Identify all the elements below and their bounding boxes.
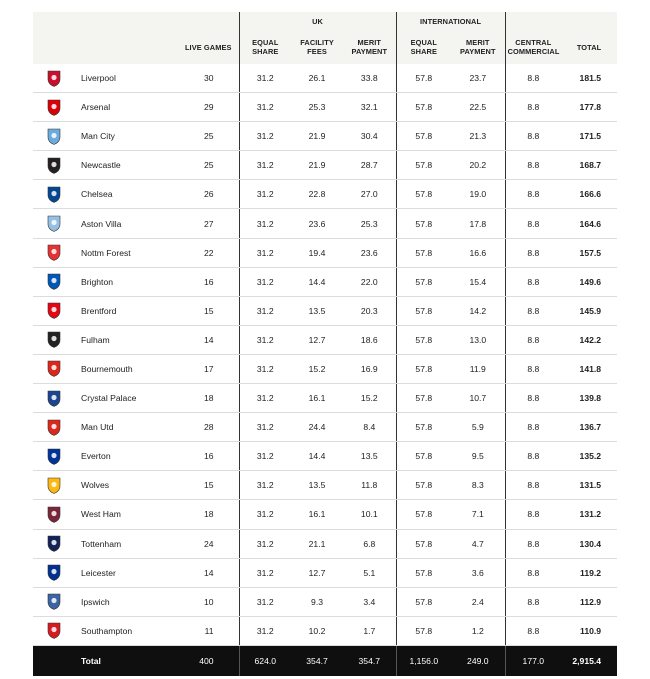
table-row <box>33 471 617 500</box>
uk-facility-fees-value: 21.1 <box>291 529 343 558</box>
intl-merit-payment-value: 17.8 <box>451 209 505 238</box>
table-row <box>33 238 617 267</box>
totals-intl-equal-share: 1,156.0 <box>396 645 451 676</box>
club-name: West Ham <box>75 500 178 529</box>
intl-equal-share-value: 57.8 <box>396 122 451 151</box>
central-commercial-value: 8.8 <box>505 471 561 500</box>
club-name: Crystal Palace <box>75 384 178 413</box>
table-row <box>33 616 617 645</box>
west-ham-crest-icon <box>47 506 61 523</box>
total-value: 112.9 <box>561 587 617 616</box>
intl-equal-share-value: 57.8 <box>396 529 451 558</box>
central-commercial-value: 8.8 <box>505 180 561 209</box>
header-live-games: LIVE GAMES <box>178 30 239 64</box>
total-value: 181.5 <box>561 64 617 93</box>
header-uk-equal-share: EQUAL SHARE <box>239 30 291 64</box>
uk-merit-payment-value: 22.0 <box>343 267 396 296</box>
intl-merit-payment-value: 7.1 <box>451 500 505 529</box>
intl-merit-payment-value: 19.0 <box>451 180 505 209</box>
table-row <box>33 209 617 238</box>
crystal-palace-crest-icon <box>47 390 61 407</box>
intl-merit-payment-value: 1.2 <box>451 616 505 645</box>
intl-equal-share-value: 57.8 <box>396 354 451 383</box>
uk-equal-share-value: 31.2 <box>239 122 291 151</box>
live-games-value: 22 <box>178 238 239 267</box>
everton-crest-icon <box>47 448 61 465</box>
header-uk-merit-payment: MERIT PAYMENT <box>343 30 396 64</box>
uk-facility-fees-value: 13.5 <box>291 296 343 325</box>
tottenham-crest-icon <box>47 535 61 552</box>
uk-merit-payment-value: 18.6 <box>343 325 396 354</box>
uk-facility-fees-value: 16.1 <box>291 384 343 413</box>
aston-villa-crest-icon <box>47 215 61 232</box>
total-value: 164.6 <box>561 209 617 238</box>
live-games-value: 14 <box>178 558 239 587</box>
total-value: 130.4 <box>561 529 617 558</box>
club-badge-cell <box>33 267 75 296</box>
live-games-value: 17 <box>178 354 239 383</box>
total-value: 119.2 <box>561 558 617 587</box>
uk-merit-payment-value: 30.4 <box>343 122 396 151</box>
totals-live-games: 400 <box>178 645 239 676</box>
uk-equal-share-value: 31.2 <box>239 587 291 616</box>
live-games-value: 28 <box>178 413 239 442</box>
central-commercial-value: 8.8 <box>505 500 561 529</box>
club-name: Man Utd <box>75 413 178 442</box>
club-badge-cell <box>33 151 75 180</box>
uk-merit-payment-value: 3.4 <box>343 587 396 616</box>
uk-facility-fees-value: 13.5 <box>291 471 343 500</box>
arsenal-crest-icon <box>47 99 61 116</box>
header-total: TOTAL <box>561 30 617 64</box>
total-value: 131.5 <box>561 471 617 500</box>
liverpool-crest-icon <box>47 70 61 87</box>
totals-central-commercial: 177.0 <box>505 645 561 676</box>
leicester-crest-icon <box>47 564 61 581</box>
totals-uk-facility-fees: 354.7 <box>291 645 343 676</box>
live-games-value: 10 <box>178 587 239 616</box>
intl-equal-share-value: 57.8 <box>396 500 451 529</box>
intl-merit-payment-value: 2.4 <box>451 587 505 616</box>
total-value: 136.7 <box>561 413 617 442</box>
header-intl-equal-share: EQUAL SHARE <box>396 30 451 64</box>
uk-equal-share-value: 31.2 <box>239 471 291 500</box>
total-value: 168.7 <box>561 151 617 180</box>
uk-equal-share-value: 31.2 <box>239 267 291 296</box>
intl-merit-payment-value: 22.5 <box>451 93 505 122</box>
club-name: Southampton <box>75 616 178 645</box>
intl-merit-payment-value: 9.5 <box>451 442 505 471</box>
table-row <box>33 529 617 558</box>
uk-merit-payment-value: 10.1 <box>343 500 396 529</box>
newcastle-crest-icon <box>47 157 61 174</box>
uk-facility-fees-value: 23.6 <box>291 209 343 238</box>
intl-equal-share-value: 57.8 <box>396 616 451 645</box>
uk-merit-payment-value: 6.8 <box>343 529 396 558</box>
uk-facility-fees-value: 19.4 <box>291 238 343 267</box>
live-games-value: 25 <box>178 151 239 180</box>
table-row <box>33 64 617 93</box>
central-commercial-value: 8.8 <box>505 587 561 616</box>
club-badge-cell <box>33 296 75 325</box>
central-commercial-value: 8.8 <box>505 442 561 471</box>
live-games-value: 18 <box>178 384 239 413</box>
table-row <box>33 325 617 354</box>
total-value: 141.8 <box>561 354 617 383</box>
club-badge-cell <box>33 558 75 587</box>
table-row <box>33 500 617 529</box>
uk-equal-share-value: 31.2 <box>239 558 291 587</box>
uk-equal-share-value: 31.2 <box>239 384 291 413</box>
total-value: 171.5 <box>561 122 617 151</box>
club-name: Chelsea <box>75 180 178 209</box>
club-name: Brentford <box>75 296 178 325</box>
table-row <box>33 384 617 413</box>
header-club <box>75 30 178 64</box>
uk-merit-payment-value: 13.5 <box>343 442 396 471</box>
totals-badge-cell <box>33 645 75 676</box>
uk-merit-payment-value: 5.1 <box>343 558 396 587</box>
central-commercial-value: 8.8 <box>505 558 561 587</box>
brighton-crest-icon <box>47 273 61 290</box>
payments-table-container <box>33 12 617 676</box>
live-games-value: 15 <box>178 471 239 500</box>
total-value: 157.5 <box>561 238 617 267</box>
intl-merit-payment-value: 14.2 <box>451 296 505 325</box>
southampton-crest-icon <box>47 622 61 639</box>
club-badge-cell <box>33 616 75 645</box>
central-commercial-value: 8.8 <box>505 413 561 442</box>
uk-facility-fees-value: 22.8 <box>291 180 343 209</box>
uk-facility-fees-value: 12.7 <box>291 325 343 354</box>
live-games-value: 30 <box>178 64 239 93</box>
nottm-forest-crest-icon <box>47 244 61 261</box>
club-badge-cell <box>33 122 75 151</box>
club-badge-cell <box>33 384 75 413</box>
live-games-value: 27 <box>178 209 239 238</box>
live-games-value: 14 <box>178 325 239 354</box>
total-value: 166.6 <box>561 180 617 209</box>
uk-equal-share-value: 31.2 <box>239 325 291 354</box>
total-value: 131.2 <box>561 500 617 529</box>
central-commercial-value: 8.8 <box>505 151 561 180</box>
live-games-value: 15 <box>178 296 239 325</box>
club-name: Liverpool <box>75 64 178 93</box>
intl-equal-share-value: 57.8 <box>396 151 451 180</box>
uk-facility-fees-value: 21.9 <box>291 122 343 151</box>
uk-merit-payment-value: 28.7 <box>343 151 396 180</box>
total-value: 142.2 <box>561 325 617 354</box>
uk-equal-share-value: 31.2 <box>239 64 291 93</box>
intl-equal-share-value: 57.8 <box>396 64 451 93</box>
header-group-international: INTERNATIONAL <box>396 12 505 30</box>
club-name: Nottm Forest <box>75 238 178 267</box>
table-row <box>33 296 617 325</box>
header-intl-merit-payment: MERIT PAYMENT <box>451 30 505 64</box>
uk-merit-payment-value: 16.9 <box>343 354 396 383</box>
table-header <box>33 12 617 64</box>
uk-facility-fees-value: 14.4 <box>291 267 343 296</box>
total-value: 177.8 <box>561 93 617 122</box>
uk-equal-share-value: 31.2 <box>239 442 291 471</box>
total-value: 135.2 <box>561 442 617 471</box>
club-badge-cell <box>33 529 75 558</box>
totals-uk-equal-share: 624.0 <box>239 645 291 676</box>
table-row <box>33 122 617 151</box>
intl-equal-share-value: 57.8 <box>396 325 451 354</box>
table-row <box>33 267 617 296</box>
live-games-value: 18 <box>178 500 239 529</box>
totals-intl-merit-payment: 249.0 <box>451 645 505 676</box>
club-badge-cell <box>33 180 75 209</box>
bournemouth-crest-icon <box>47 360 61 377</box>
total-value: 139.8 <box>561 384 617 413</box>
club-name: Everton <box>75 442 178 471</box>
total-value: 149.6 <box>561 267 617 296</box>
central-commercial-value: 8.8 <box>505 238 561 267</box>
intl-merit-payment-value: 11.9 <box>451 354 505 383</box>
central-commercial-value: 8.8 <box>505 267 561 296</box>
intl-equal-share-value: 57.8 <box>396 93 451 122</box>
chelsea-crest-icon <box>47 186 61 203</box>
uk-merit-payment-value: 32.1 <box>343 93 396 122</box>
club-badge-cell <box>33 587 75 616</box>
intl-merit-payment-value: 10.7 <box>451 384 505 413</box>
uk-facility-fees-value: 15.2 <box>291 354 343 383</box>
totals-uk-merit-payment: 354.7 <box>343 645 396 676</box>
intl-merit-payment-value: 8.3 <box>451 471 505 500</box>
uk-equal-share-value: 31.2 <box>239 529 291 558</box>
uk-facility-fees-value: 12.7 <box>291 558 343 587</box>
header-central-commercial: CENTRAL COMMERCIAL <box>505 30 561 64</box>
header-group-blank <box>33 12 239 30</box>
central-commercial-value: 8.8 <box>505 529 561 558</box>
table-footer <box>33 645 617 676</box>
table-body <box>33 64 617 645</box>
table-row <box>33 442 617 471</box>
live-games-value: 16 <box>178 267 239 296</box>
premier-league-payments-table <box>33 12 617 676</box>
uk-facility-fees-value: 16.1 <box>291 500 343 529</box>
fulham-crest-icon <box>47 331 61 348</box>
club-name: Ipswich <box>75 587 178 616</box>
table-row <box>33 587 617 616</box>
intl-equal-share-value: 57.8 <box>396 267 451 296</box>
central-commercial-value: 8.8 <box>505 93 561 122</box>
uk-merit-payment-value: 1.7 <box>343 616 396 645</box>
uk-equal-share-value: 31.2 <box>239 296 291 325</box>
club-name: Brighton <box>75 267 178 296</box>
intl-equal-share-value: 57.8 <box>396 296 451 325</box>
total-value: 145.9 <box>561 296 617 325</box>
header-badge <box>33 30 75 64</box>
uk-facility-fees-value: 21.9 <box>291 151 343 180</box>
intl-equal-share-value: 57.8 <box>396 442 451 471</box>
club-name: Leicester <box>75 558 178 587</box>
uk-merit-payment-value: 15.2 <box>343 384 396 413</box>
central-commercial-value: 8.8 <box>505 354 561 383</box>
uk-equal-share-value: 31.2 <box>239 238 291 267</box>
uk-merit-payment-value: 23.6 <box>343 238 396 267</box>
table-row <box>33 93 617 122</box>
live-games-value: 25 <box>178 122 239 151</box>
table-row <box>33 151 617 180</box>
club-badge-cell <box>33 93 75 122</box>
intl-equal-share-value: 57.8 <box>396 413 451 442</box>
uk-facility-fees-value: 24.4 <box>291 413 343 442</box>
intl-equal-share-value: 57.8 <box>396 238 451 267</box>
intl-merit-payment-value: 15.4 <box>451 267 505 296</box>
totals-row <box>33 645 617 676</box>
intl-merit-payment-value: 16.6 <box>451 238 505 267</box>
uk-equal-share-value: 31.2 <box>239 151 291 180</box>
wolves-crest-icon <box>47 477 61 494</box>
intl-merit-payment-value: 13.0 <box>451 325 505 354</box>
uk-facility-fees-value: 9.3 <box>291 587 343 616</box>
club-badge-cell <box>33 64 75 93</box>
club-badge-cell <box>33 442 75 471</box>
central-commercial-value: 8.8 <box>505 64 561 93</box>
table-row <box>33 558 617 587</box>
uk-equal-share-value: 31.2 <box>239 500 291 529</box>
central-commercial-value: 8.8 <box>505 122 561 151</box>
header-uk-facility-fees: FACILITY FEES <box>291 30 343 64</box>
uk-equal-share-value: 31.2 <box>239 180 291 209</box>
intl-merit-payment-value: 4.7 <box>451 529 505 558</box>
table-row <box>33 354 617 383</box>
total-value: 110.9 <box>561 616 617 645</box>
central-commercial-value: 8.8 <box>505 384 561 413</box>
club-badge-cell <box>33 354 75 383</box>
club-name: Wolves <box>75 471 178 500</box>
club-badge-cell <box>33 500 75 529</box>
header-group-uk: UK <box>239 12 396 30</box>
central-commercial-value: 8.8 <box>505 325 561 354</box>
club-name: Bournemouth <box>75 354 178 383</box>
intl-equal-share-value: 57.8 <box>396 209 451 238</box>
intl-merit-payment-value: 21.3 <box>451 122 505 151</box>
totals-total: 2,915.4 <box>561 645 617 676</box>
club-name: Arsenal <box>75 93 178 122</box>
uk-equal-share-value: 31.2 <box>239 93 291 122</box>
header-group-row <box>33 12 617 30</box>
club-badge-cell <box>33 413 75 442</box>
table-row <box>33 180 617 209</box>
live-games-value: 26 <box>178 180 239 209</box>
header-column-row <box>33 30 617 64</box>
intl-equal-share-value: 57.8 <box>396 558 451 587</box>
club-badge-cell <box>33 209 75 238</box>
uk-facility-fees-value: 25.3 <box>291 93 343 122</box>
live-games-value: 16 <box>178 442 239 471</box>
uk-merit-payment-value: 33.8 <box>343 64 396 93</box>
uk-facility-fees-value: 10.2 <box>291 616 343 645</box>
header-group-blank-right <box>505 12 617 30</box>
uk-merit-payment-value: 11.8 <box>343 471 396 500</box>
intl-equal-share-value: 57.8 <box>396 180 451 209</box>
club-name: Man City <box>75 122 178 151</box>
intl-merit-payment-value: 20.2 <box>451 151 505 180</box>
uk-merit-payment-value: 25.3 <box>343 209 396 238</box>
club-name: Aston Villa <box>75 209 178 238</box>
uk-merit-payment-value: 20.3 <box>343 296 396 325</box>
club-badge-cell <box>33 471 75 500</box>
uk-facility-fees-value: 26.1 <box>291 64 343 93</box>
club-name: Tottenham <box>75 529 178 558</box>
central-commercial-value: 8.8 <box>505 296 561 325</box>
uk-equal-share-value: 31.2 <box>239 354 291 383</box>
club-name: Fulham <box>75 325 178 354</box>
club-badge-cell <box>33 238 75 267</box>
live-games-value: 11 <box>178 616 239 645</box>
intl-merit-payment-value: 5.9 <box>451 413 505 442</box>
central-commercial-value: 8.8 <box>505 616 561 645</box>
uk-merit-payment-value: 27.0 <box>343 180 396 209</box>
live-games-value: 29 <box>178 93 239 122</box>
intl-equal-share-value: 57.8 <box>396 384 451 413</box>
man-utd-crest-icon <box>47 419 61 436</box>
club-badge-cell <box>33 325 75 354</box>
intl-equal-share-value: 57.8 <box>396 587 451 616</box>
central-commercial-value: 8.8 <box>505 209 561 238</box>
totals-label: Total <box>75 645 178 676</box>
uk-equal-share-value: 31.2 <box>239 209 291 238</box>
uk-merit-payment-value: 8.4 <box>343 413 396 442</box>
uk-equal-share-value: 31.2 <box>239 616 291 645</box>
man-city-crest-icon <box>47 128 61 145</box>
intl-merit-payment-value: 23.7 <box>451 64 505 93</box>
ipswich-crest-icon <box>47 593 61 610</box>
uk-equal-share-value: 31.2 <box>239 413 291 442</box>
uk-facility-fees-value: 14.4 <box>291 442 343 471</box>
table-row <box>33 413 617 442</box>
intl-equal-share-value: 57.8 <box>396 471 451 500</box>
brentford-crest-icon <box>47 302 61 319</box>
intl-merit-payment-value: 3.6 <box>451 558 505 587</box>
live-games-value: 24 <box>178 529 239 558</box>
club-name: Newcastle <box>75 151 178 180</box>
